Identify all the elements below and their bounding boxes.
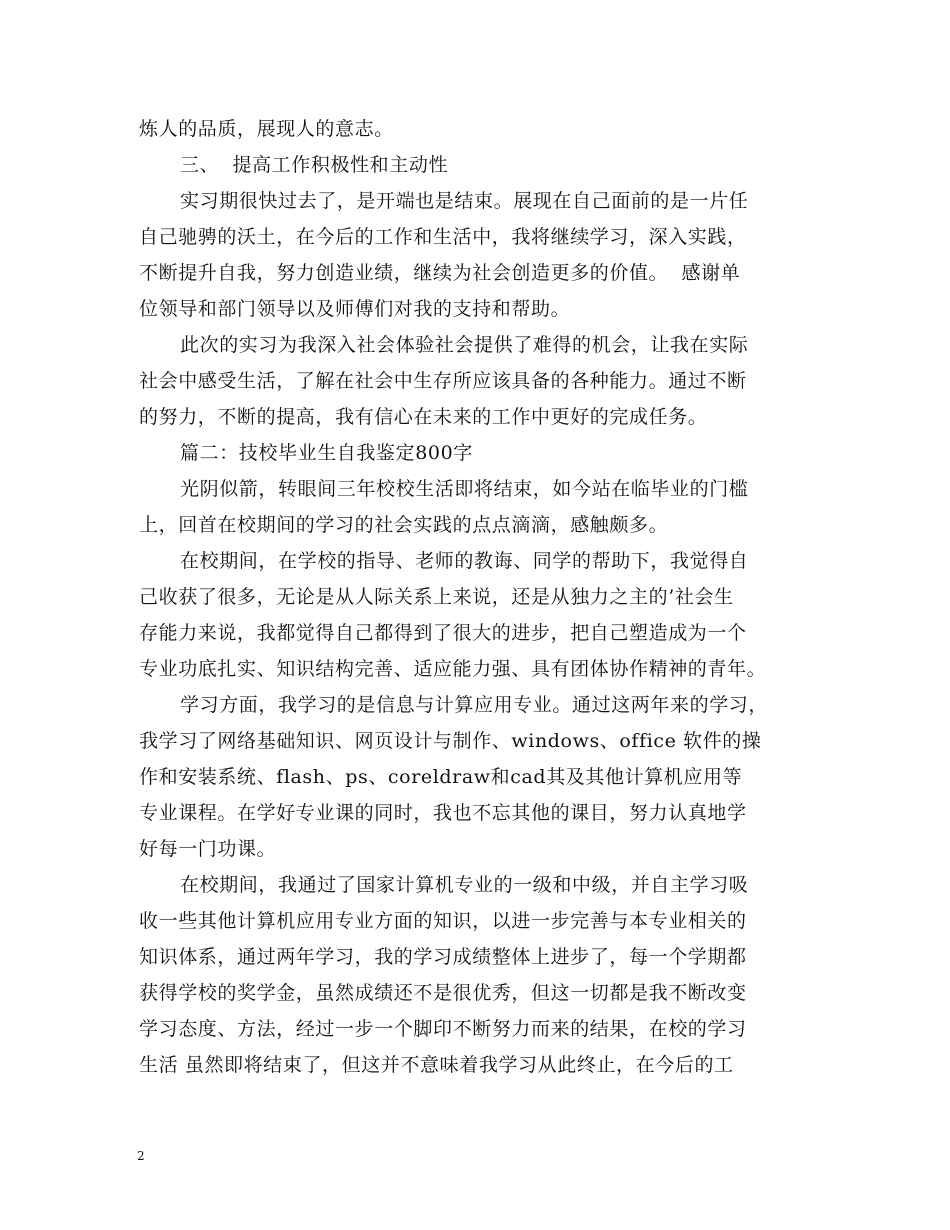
body-text-line: 获得学校的奖学金，虽然成绩还不是很优秀，但这一切都是我不断改变	[139, 982, 747, 1004]
section-heading: 三、 提高工作积极性和主动性	[180, 154, 449, 176]
body-text-line: 作和安装系统、flash、ps、coreldraw和cad其及其他计算机应用等	[139, 766, 743, 788]
body-text-line: 好每一门功课。	[139, 838, 277, 860]
body-text-line: 学习态度、方法，经过一步一个脚印不断努力而来的结果，在校的学习	[139, 1018, 747, 1040]
body-text-line: 炼人的品质，展现人的意志。	[139, 118, 394, 140]
body-text-line: 此次的实习为我深入社会体验社会提供了难得的机会，让我在实际	[180, 334, 749, 356]
body-text-line: 存能力来说，我都觉得自己都得到了很大的进步，把自己塑造成为一个	[139, 622, 747, 644]
body-text-line: 社会中感受生活，了解在社会中生存所应该具备的各种能力。通过不断	[139, 370, 747, 392]
body-text-line: 上，回首在校期间的学习的社会实践的点点滴滴，感触颇多。	[139, 514, 669, 536]
body-text-line: 不断提升自我，努力创造业绩，继续为社会创造更多的价值。 感谢单	[139, 262, 741, 284]
body-text-line: 我学习了网络基础知识、网页设计与制作、windows、office 软件的操	[139, 730, 762, 752]
section-heading: 篇二：技校毕业生自我鉴定800字	[180, 442, 473, 464]
body-text-line: 在校期间，在学校的指导、老师的教诲、同学的帮助下，我觉得自	[180, 550, 749, 572]
body-text-line: 的努力，不断的提高，我有信心在未来的工作中更好的完成任务。	[139, 406, 708, 428]
body-text-line: 学习方面，我学习的是信息与计算应用专业。通过这两年来的学习，	[180, 694, 769, 716]
body-text-line: 己收获了很多，无论是从人际关系上来说，还是从独力之主的’社会生	[139, 586, 734, 608]
body-text-line: 专业功底扎实、知识结构完善、适应能力强、具有团体协作精神的青年。	[139, 658, 767, 680]
body-text-line: 光阴似箭，转眼间三年校校生活即将结束，如今站在临毕业的门槛	[180, 478, 749, 500]
body-text-line: 自己驰骋的沃土，在今后的工作和生活中，我将继续学习，深入实践，	[139, 226, 747, 248]
body-text-line: 在校期间，我通过了国家计算机专业的一级和中级，并自主学习吸	[180, 874, 749, 896]
body-text-line: 位领导和部门领导以及师傅们对我的支持和帮助。	[139, 298, 571, 320]
body-text-line: 专业课程。在学好专业课的同时，我也不忘其他的课目，努力认真地学	[139, 802, 747, 824]
body-text-line: 知识体系，通过两年学习，我的学习成绩整体上进步了，每一个学期都	[139, 946, 747, 968]
body-text-line: 生活 虽然即将结束了，但这并不意味着我学习从此终止，在今后的工	[139, 1054, 734, 1076]
body-text-line: 实习期很快过去了，是开端也是结束。展现在自己面前的是一片任	[180, 190, 749, 212]
page-number: 2	[137, 1149, 145, 1163]
body-text-line: 收一些其他计算机应用专业方面的知识，以进一步完善与本专业相关的	[139, 910, 747, 932]
